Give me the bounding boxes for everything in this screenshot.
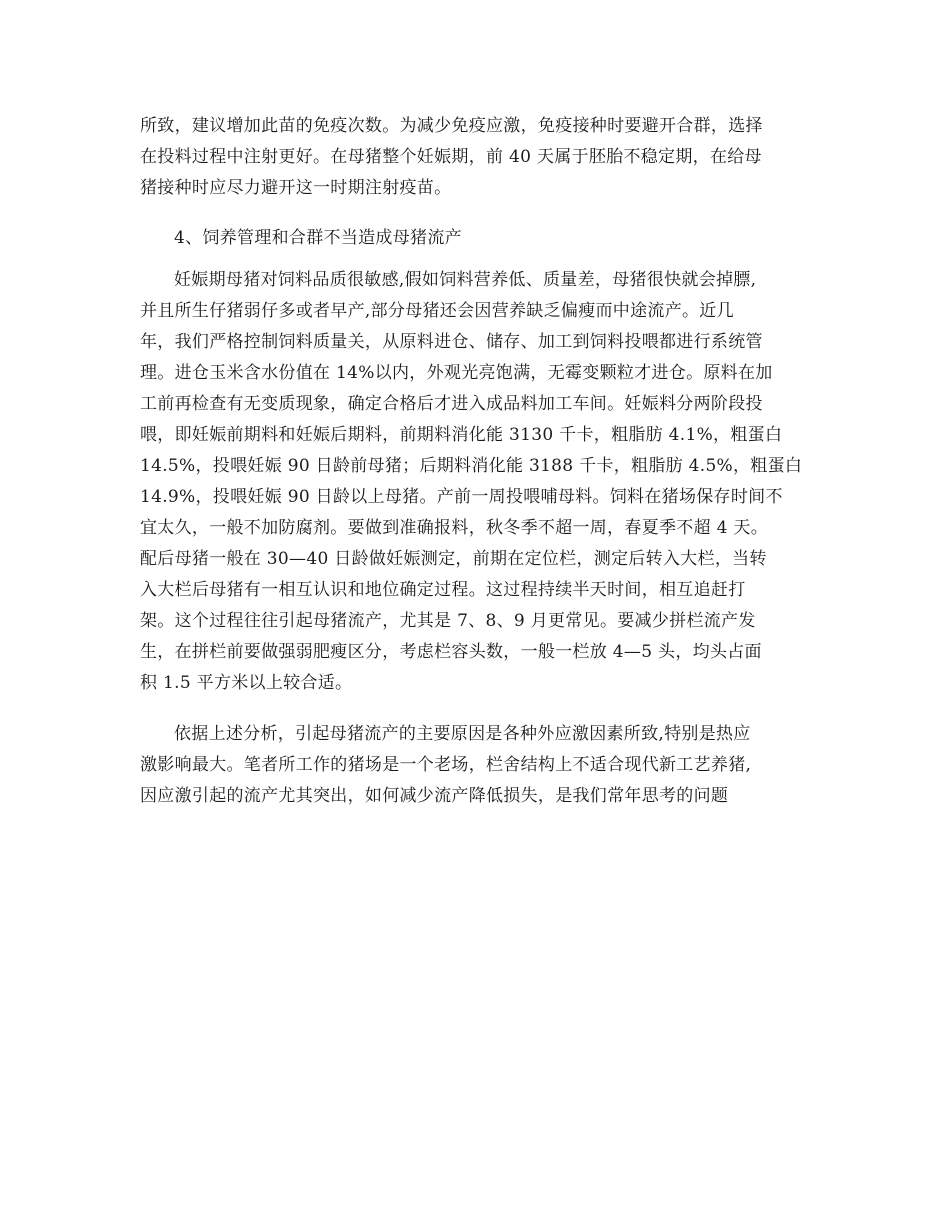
paragraph-line: 并且所生仔猪弱仔多或者早产,部分母猪还会因营养缺乏偏瘦而中途流产。近几 xyxy=(140,301,734,321)
paragraph-line: 宜太久，一般不加防腐剂。要做到准确报料，秋冬季不超一周，春夏季不超 4 天。 xyxy=(140,518,769,538)
paragraph-line: 喂，即妊娠前期料和妊娠后期料，前期料消化能 3130 千卡，粗脂肪 4.1%，粗蛋白 xyxy=(140,425,783,445)
paragraph-line: 理。进仓玉米含水份值在 14%以内，外观光亮饱满，无霉变颗粒才进仓。原料在加 xyxy=(140,363,773,383)
paragraph-line: 激影响最大。笔者所工作的猪场是一个老场，栏舍结构上不适合现代新工艺养猪, xyxy=(140,755,752,775)
paragraph-line: 所致，建议增加此苗的免疫次数。为减少免疫应激，免疫接种时要避开合群，选择 xyxy=(140,116,763,136)
paragraph-line: 在投料过程中注射更好。在母猪整个妊娠期，前 40 天属于胚胎不稳定期，在给母 xyxy=(140,147,762,167)
paragraph-line: 14.5%，投喂妊娠 90 日龄前母猪；后期料消化能 3188 千卡，粗脂肪 4.5%，粗蛋白 xyxy=(140,456,803,476)
paragraph-line: 因应激引起的流产尤其突出，如何减少流产降低损失，是我们常年思考的问题 xyxy=(140,786,729,806)
paragraph-line: 生，在拼栏前要做强弱肥瘦区分，考虑栏容头数，一般一栏放 4—5 头，均头占面 xyxy=(140,642,762,662)
paragraph-line: 架。这个过程往往引起母猪流产，尤其是 7、8、9 月更常见。要减少拼栏流产发 xyxy=(140,611,756,631)
section-heading: 4、饲养管理和合群不当造成母猪流产 xyxy=(174,228,462,248)
paragraph-line: 依据上述分析，引起母猪流产的主要原因是各种外应激因素所致,特别是热应 xyxy=(174,724,751,744)
paragraph-line: 积 1.5 平方米以上较合适。 xyxy=(140,673,353,693)
paragraph-line: 工前再检查有无变质现象，确定合格后才进入成品料加工车间。妊娠料分两阶段投 xyxy=(140,394,763,414)
paragraph-line: 妊娠期母猪对饲料品质很敏感,假如饲料营养低、质量差，母猪很快就会掉膘, xyxy=(174,270,757,290)
paragraph-line: 配后母猪一般在 30—40 日龄做妊娠测定，前期在定位栏，测定后转入大栏，当转 xyxy=(140,549,767,569)
paragraph-line: 年，我们严格控制饲料质量关，从原料进仓、储存、加工到饲料投喂都进行系统管 xyxy=(140,332,763,352)
paragraph-line: 猪接种时应尽力避开这一时期注射疫苗。 xyxy=(140,178,452,198)
paragraph-line: 14.9%，投喂妊娠 90 日龄以上母猪。产前一周投喂哺母料。饲料在猪场保存时间不 xyxy=(140,487,783,507)
paragraph-line: 入大栏后母猪有一相互认识和地位确定过程。这过程持续半天时间，相互追赶打 xyxy=(140,580,746,600)
